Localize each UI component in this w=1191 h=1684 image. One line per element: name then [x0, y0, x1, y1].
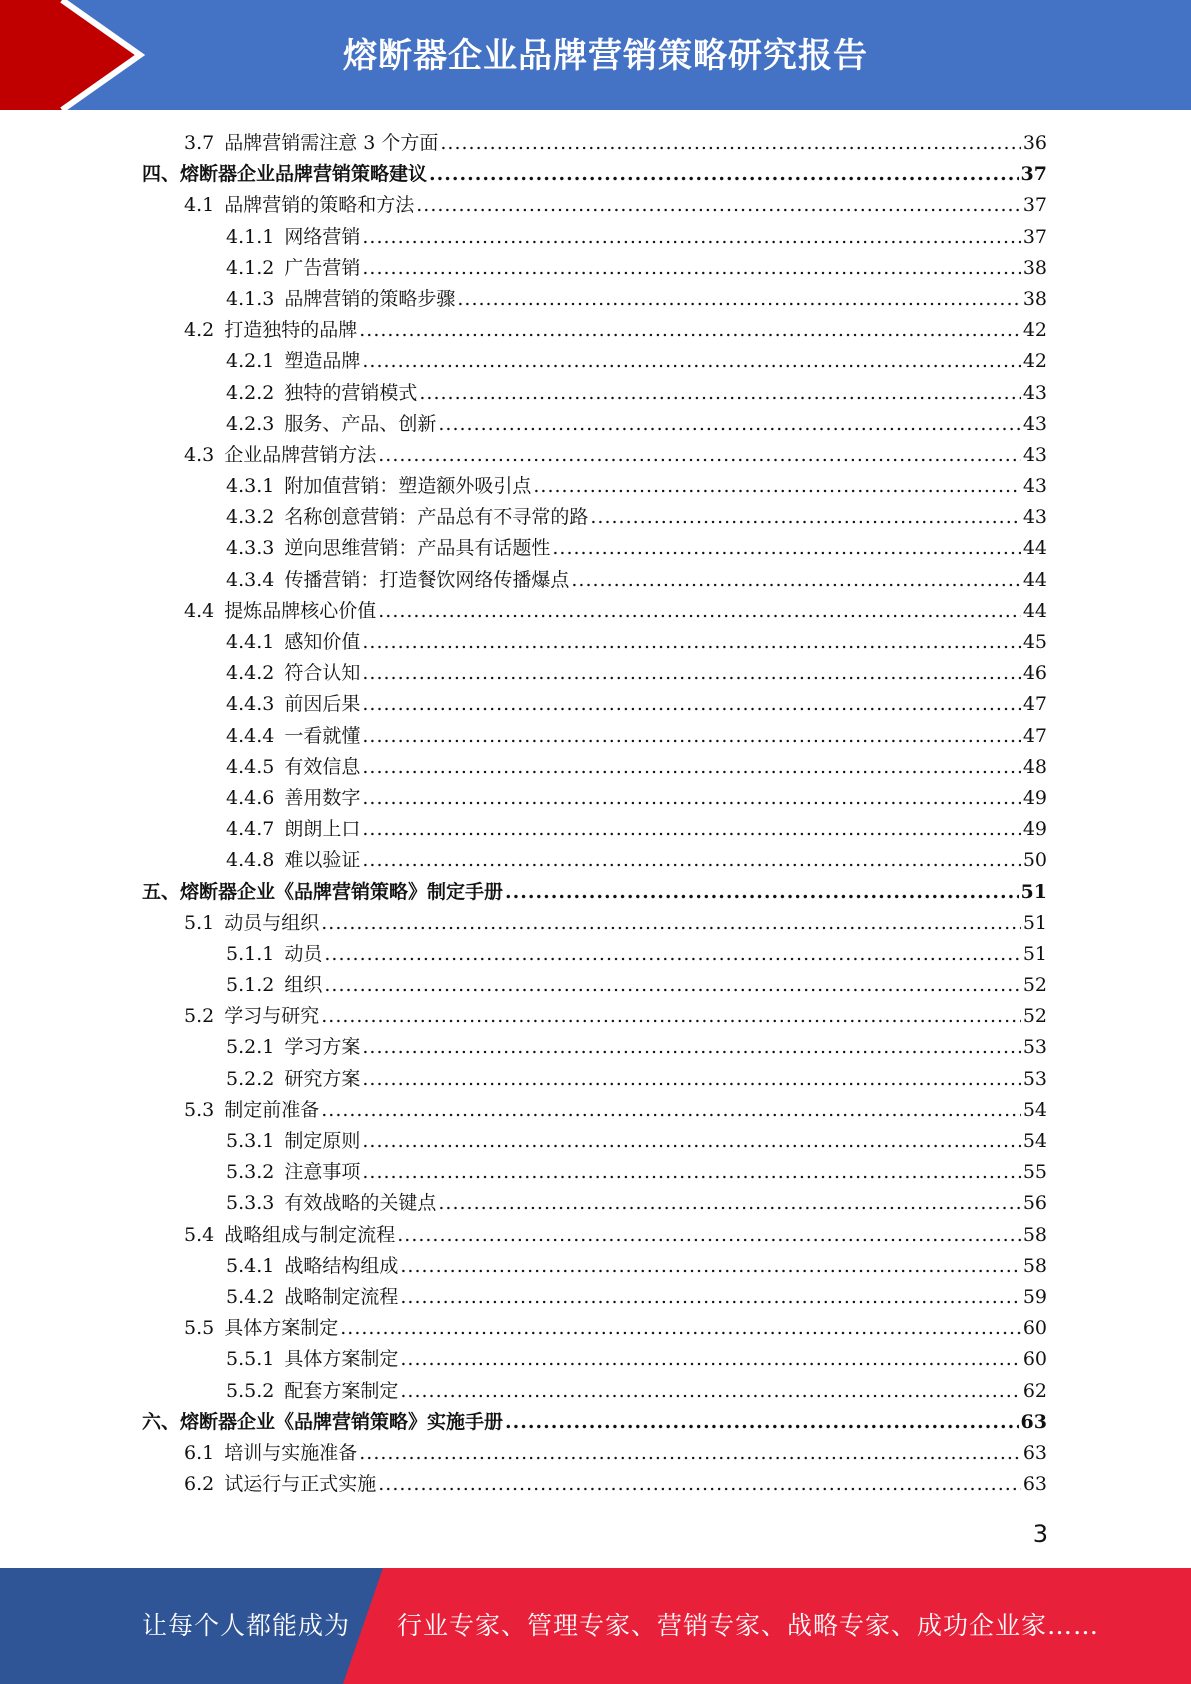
toc-entry-page: 63 [1022, 1441, 1047, 1464]
toc-entry-title: 学习与研究 [224, 1005, 320, 1028]
toc-entry-number: 5.2.1 [226, 1036, 275, 1059]
toc-entry-page: 37 [1022, 225, 1047, 248]
toc-entry-number: 5.5.1 [226, 1348, 275, 1371]
toc-entry[interactable] [140, 1095, 1047, 1126]
toc-entry-title: 打造独特的品牌 [224, 319, 358, 342]
toc-entry-page: 58 [1022, 1254, 1047, 1277]
toc-entry[interactable] [140, 939, 1047, 970]
toc-dot-leader [416, 190, 1021, 221]
toc-entry-title: 研究方案 [284, 1067, 361, 1090]
toc-dot-leader [362, 814, 1020, 845]
toc-entry[interactable] [140, 627, 1047, 658]
toc-entry-title: 服务、产品、创新 [284, 412, 437, 435]
toc-dot-leader [321, 1095, 1021, 1126]
toc-dot-leader [552, 533, 1020, 564]
toc-entry-page: 54 [1022, 1130, 1047, 1152]
toc-entry[interactable] [140, 346, 1047, 377]
toc-dot-leader [321, 1001, 1021, 1032]
toc-entry[interactable] [140, 284, 1047, 315]
toc-entry[interactable] [140, 908, 1047, 939]
toc-entry[interactable] [140, 222, 1047, 253]
toc-dot-leader [457, 284, 1020, 315]
toc-dot-leader [590, 502, 1020, 533]
toc-entry-title: 朗朗上口 [284, 818, 361, 841]
toc-entry-number: 5.3.2 [226, 1161, 275, 1184]
toc-entry-number: 5.2.2 [226, 1067, 275, 1090]
toc-entry-title: 动员 [284, 942, 323, 965]
toc-entry[interactable] [140, 1344, 1047, 1375]
toc-entry-title: 试运行与正式实施 [224, 1473, 377, 1496]
toc-dot-leader [362, 721, 1020, 752]
toc-entry-title: 善用数字 [284, 786, 361, 809]
toc-entry-number: 5.2 [184, 1005, 215, 1028]
toc-entry-title: 动员与组织 [224, 911, 320, 934]
toc-entry-page: 43 [1022, 475, 1047, 498]
toc-entry-number: 4.4.2 [226, 662, 275, 685]
toc-entry-page: 43 [1022, 381, 1047, 404]
toc-entry-page: 44 [1022, 568, 1047, 591]
toc-entry[interactable] [140, 409, 1047, 440]
toc-entry[interactable] [140, 1376, 1047, 1407]
toc-entry[interactable] [140, 1407, 1047, 1438]
toc-entry[interactable] [140, 1469, 1047, 1500]
toc-dot-leader [362, 845, 1020, 876]
toc-entry[interactable] [140, 845, 1047, 876]
toc-entry-title: 学习方案 [284, 1036, 361, 1059]
toc-dot-leader [321, 908, 1021, 939]
toc-dot-leader [400, 1282, 1020, 1313]
toc-entry-page: 42 [1022, 319, 1047, 342]
toc-entry[interactable] [140, 190, 1047, 221]
toc-entry-number: 4.4.6 [226, 786, 275, 809]
toc-entry-page: 56 [1022, 1192, 1047, 1215]
toc-entry-number: 4.2.3 [226, 412, 275, 435]
toc-entry-title: 具体方案制定 [284, 1348, 399, 1371]
toc-entry[interactable] [140, 315, 1047, 346]
table-of-contents [140, 128, 1047, 1500]
toc-entry-page: 46 [1022, 662, 1047, 685]
toc-entry-title: 有效战略的关键点 [284, 1192, 437, 1215]
toc-entry-page: 37 [1020, 163, 1047, 186]
toc-entry-number: 4.2 [184, 319, 215, 342]
toc-entry-number: 5.1.1 [226, 942, 275, 965]
toc-entry-number: 5.4.2 [226, 1285, 275, 1308]
toc-entry-number: 4.4.4 [226, 724, 275, 747]
toc-entry-number: 4.4.7 [226, 818, 275, 841]
toc-dot-leader [378, 596, 1021, 627]
toc-entry[interactable] [140, 253, 1047, 284]
toc-entry-number: 4.3.3 [226, 537, 275, 560]
toc-dot-leader [359, 1438, 1021, 1469]
footer-slogan-left: 让每个人都能成为 [142, 1611, 351, 1640]
toc-entry[interactable] [140, 378, 1047, 409]
toc-entry-title: 制定原则 [284, 1130, 361, 1152]
toc-dot-leader [362, 346, 1020, 377]
toc-entry[interactable] [140, 1157, 1047, 1188]
toc-entry-page: 51 [1022, 942, 1047, 965]
toc-entry-title: 注意事项 [284, 1161, 361, 1184]
toc-dot-leader [429, 159, 1019, 190]
toc-entry-page: 53 [1022, 1036, 1047, 1059]
toc-entry-page: 48 [1022, 755, 1047, 778]
toc-dot-leader [362, 1064, 1020, 1095]
toc-entry-number: 6.2 [184, 1473, 215, 1496]
toc-entry-number: 4.3.4 [226, 568, 275, 591]
toc-entry-page: 45 [1022, 631, 1047, 653]
toc-entry-title: 制定前准备 [224, 1098, 320, 1121]
toc-entry[interactable] [140, 159, 1047, 190]
toc-entry[interactable] [140, 1188, 1047, 1219]
toc-entry-title: 六、熔断器企业《品牌营销策略》实施手册 [142, 1410, 504, 1433]
toc-entry[interactable] [140, 752, 1047, 783]
toc-dot-leader [400, 1344, 1020, 1375]
toc-entry-number: 5.1 [184, 911, 215, 934]
toc-entry-number: 4.2.1 [226, 350, 275, 373]
toc-entry-number: 4.1 [184, 194, 215, 217]
toc-entry-page: 60 [1022, 1348, 1047, 1371]
toc-entry-number: 5.5 [184, 1317, 215, 1340]
toc-entry[interactable] [140, 970, 1047, 1001]
toc-entry-number: 4.2.2 [226, 381, 275, 404]
toc-entry-page: 37 [1022, 194, 1047, 217]
toc-entry[interactable] [140, 1032, 1047, 1063]
toc-entry-title: 独特的营销模式 [284, 381, 418, 404]
toc-entry-number: 4.4.3 [226, 693, 275, 716]
toc-entry-title: 品牌营销的策略步骤 [284, 287, 456, 310]
toc-entry-title: 逆向思维营销：产品具有话题性 [284, 537, 551, 560]
toc-dot-leader [359, 315, 1021, 346]
toc-entry-page: 60 [1022, 1317, 1047, 1340]
toc-entry[interactable] [140, 689, 1047, 720]
toc-entry-page: 58 [1022, 1223, 1047, 1246]
toc-dot-leader [440, 128, 1020, 159]
toc-entry-number: 4.3 [184, 443, 215, 466]
toc-entry[interactable] [140, 658, 1047, 689]
toc-entry[interactable] [140, 533, 1047, 564]
toc-entry[interactable] [140, 1126, 1047, 1157]
toc-dot-leader [362, 752, 1020, 783]
toc-entry-number: 4.1.3 [226, 287, 275, 310]
toc-entry[interactable] [140, 877, 1047, 908]
page-number: 3 [1032, 1520, 1048, 1548]
toc-entry-number: 5.3 [184, 1098, 215, 1121]
toc-entry[interactable] [140, 814, 1047, 845]
toc-entry-title: 名称创意营销：产品总有不寻常的路 [284, 506, 589, 529]
toc-entry-page: 43 [1022, 412, 1047, 435]
toc-dot-leader [362, 1032, 1020, 1063]
toc-entry-page: 38 [1022, 287, 1047, 310]
toc-entry-title: 感知价值 [284, 631, 361, 653]
toc-dot-leader [324, 970, 1020, 1001]
toc-entry-number: 4.4.5 [226, 755, 275, 778]
toc-entry-title: 五、熔断器企业《品牌营销策略》制定手册 [142, 880, 504, 903]
toc-entry-title: 配套方案制定 [284, 1379, 399, 1402]
toc-entry[interactable] [140, 1251, 1047, 1282]
toc-dot-leader [571, 565, 1020, 596]
toc-entry[interactable] [140, 440, 1047, 471]
toc-entry-page: 63 [1020, 1410, 1047, 1433]
toc-dot-leader [362, 253, 1020, 284]
toc-entry-number: 4.4.1 [226, 631, 275, 653]
toc-entry-title: 培训与实施准备 [224, 1441, 358, 1464]
toc-entry-title: 难以验证 [284, 849, 361, 872]
toc-entry-page: 44 [1022, 599, 1047, 622]
toc-entry-number: 6.1 [184, 1441, 215, 1464]
toc-dot-leader [378, 440, 1021, 471]
footer-slogan-right: 行业专家、管理专家、营销专家、战略专家、成功企业家…… [397, 1611, 1100, 1640]
toc-entry[interactable] [140, 783, 1047, 814]
toc-entry-number: 5.3.3 [226, 1192, 275, 1215]
toc-entry-title: 符合认知 [284, 662, 361, 685]
toc-dot-leader [340, 1313, 1021, 1344]
toc-entry-page: 51 [1020, 880, 1047, 903]
toc-entry-number: 5.1.2 [226, 974, 275, 997]
toc-entry-title: 提炼品牌核心价值 [224, 599, 377, 622]
toc-entry-number: 5.3.1 [226, 1130, 275, 1152]
toc-dot-leader [400, 1376, 1020, 1407]
toc-entry-title: 有效信息 [284, 755, 361, 778]
toc-entry-page: 53 [1022, 1067, 1047, 1090]
toc-entry-page: 50 [1022, 849, 1047, 872]
toc-entry-number: 3.7 [184, 132, 215, 154]
toc-entry[interactable] [140, 471, 1047, 502]
toc-dot-leader [362, 222, 1020, 253]
toc-entry-number: 4.4 [184, 599, 215, 622]
toc-dot-leader [362, 658, 1020, 689]
toc-entry-number: 4.4.8 [226, 849, 275, 872]
page-footer [0, 1568, 1191, 1684]
toc-entry-page: 62 [1022, 1379, 1047, 1402]
toc-entry-page: 49 [1022, 818, 1047, 841]
toc-entry-page: 52 [1022, 1005, 1047, 1028]
page-header [0, 0, 1191, 110]
toc-entry[interactable] [140, 1313, 1047, 1344]
toc-entry-page: 38 [1022, 256, 1047, 279]
toc-dot-leader [362, 689, 1020, 720]
toc-entry-title: 附加值营销：塑造额外吸引点 [284, 475, 532, 498]
toc-dot-leader [362, 627, 1020, 658]
toc-entry-page: 51 [1022, 911, 1047, 934]
toc-entry-title: 具体方案制定 [224, 1317, 339, 1340]
toc-dot-leader [438, 1188, 1020, 1219]
toc-dot-leader [378, 1469, 1021, 1500]
toc-entry-page: 43 [1022, 506, 1047, 529]
toc-entry-page: 44 [1022, 537, 1047, 560]
toc-dot-leader [362, 1126, 1020, 1157]
toc-entry[interactable] [140, 128, 1047, 159]
toc-entry-page: 47 [1022, 724, 1047, 747]
toc-entry-title: 战略制定流程 [284, 1285, 399, 1308]
toc-dot-leader [438, 409, 1020, 440]
toc-dot-leader [397, 1220, 1021, 1251]
toc-entry-page: 42 [1022, 350, 1047, 373]
toc-entry-page: 36 [1022, 132, 1047, 154]
toc-entry-number: 4.3.2 [226, 506, 275, 529]
toc-entry-page: 52 [1022, 974, 1047, 997]
toc-entry[interactable] [140, 721, 1047, 752]
toc-entry-page: 59 [1022, 1285, 1047, 1308]
toc-dot-leader [400, 1251, 1020, 1282]
toc-entry-number: 5.4 [184, 1223, 215, 1246]
toc-entry-title: 塑造品牌 [284, 350, 361, 373]
toc-entry-page: 54 [1022, 1098, 1047, 1121]
toc-entry-title: 战略结构组成 [284, 1254, 399, 1277]
toc-entry-title: 战略组成与制定流程 [224, 1223, 396, 1246]
toc-entry[interactable] [140, 565, 1047, 596]
toc-entry-title: 一看就懂 [284, 724, 361, 747]
toc-entry-page: 55 [1022, 1161, 1047, 1184]
toc-entry-page: 47 [1022, 693, 1047, 716]
toc-dot-leader [362, 783, 1020, 814]
toc-entry[interactable] [140, 1001, 1047, 1032]
report-title: 熔断器企业品牌营销策略研究报告 [343, 36, 868, 76]
toc-entry-title: 传播营销：打造餐饮网络传播爆点 [284, 568, 570, 591]
toc-entry-page: 43 [1022, 443, 1047, 466]
toc-entry[interactable] [140, 1064, 1047, 1095]
toc-entry[interactable] [140, 1220, 1047, 1251]
toc-entry[interactable] [140, 1282, 1047, 1313]
toc-entry-title: 广告营销 [284, 256, 361, 279]
toc-entry[interactable] [140, 1438, 1047, 1469]
toc-entry-page: 63 [1022, 1473, 1047, 1496]
toc-entry-page: 49 [1022, 786, 1047, 809]
toc-entry-title: 前因后果 [284, 693, 361, 716]
toc-entry-title: 网络营销 [284, 225, 361, 248]
toc-entry-number: 4.3.1 [226, 475, 275, 498]
toc-entry-number: 5.5.2 [226, 1379, 275, 1402]
toc-dot-leader [505, 1407, 1019, 1438]
toc-dot-leader [362, 1157, 1020, 1188]
toc-entry-title: 组织 [284, 974, 323, 997]
toc-dot-leader [324, 939, 1020, 970]
toc-entry-number: 4.1.2 [226, 256, 275, 279]
toc-dot-leader [533, 471, 1020, 502]
toc-dot-leader [419, 378, 1020, 409]
toc-entry-title: 品牌营销需注意 3 个方面 [224, 132, 439, 154]
toc-entry-title: 四、熔断器企业品牌营销策略建议 [142, 163, 428, 186]
toc-entry-number: 4.1.1 [226, 225, 275, 248]
toc-entry-number: 5.4.1 [226, 1254, 275, 1277]
toc-dot-leader [505, 877, 1019, 908]
toc-entry[interactable] [140, 596, 1047, 627]
toc-entry[interactable] [140, 502, 1047, 533]
toc-entry-title: 企业品牌营销方法 [224, 443, 377, 466]
toc-entry-title: 品牌营销的策略和方法 [224, 194, 415, 217]
